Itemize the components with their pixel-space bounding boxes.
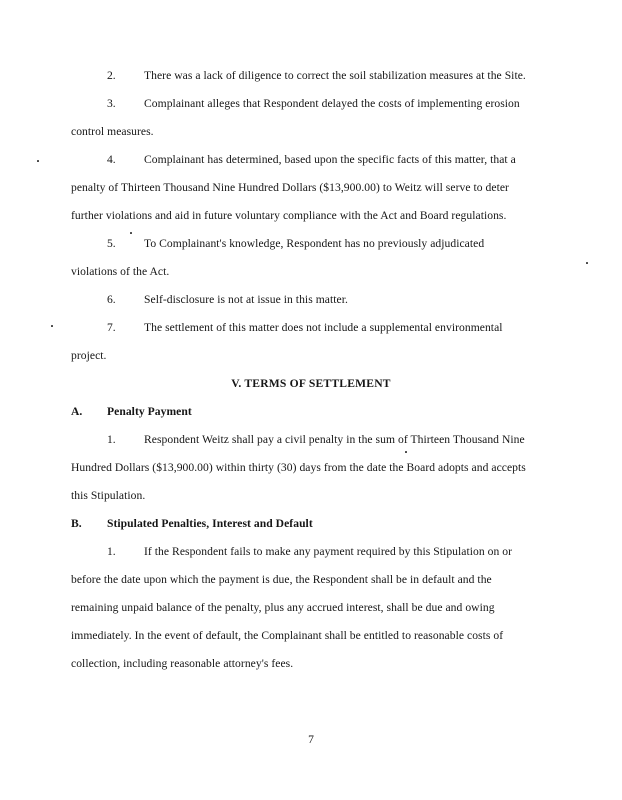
paragraph-line: penalty of Thirteen Thousand Nine Hundred Dollars ($13,900.00) to Weitz will serve to deter — [71, 181, 509, 194]
paragraph-line: The settlement of this matter does not include a supplemental environmental — [144, 321, 503, 334]
paragraph-line: this Stipulation. — [71, 489, 146, 502]
paragraph-line: immediately. In the event of default, the Complainant shall be entitled to reasonable costs of — [71, 629, 504, 642]
paragraph-number: 1. — [107, 433, 116, 446]
page-number: 7 — [308, 733, 314, 746]
paragraph-line: remaining unpaid balance of the penalty, plus any accrued interest, shall be due and owing — [71, 601, 495, 614]
paragraph-number: 2. — [107, 69, 116, 82]
paragraph-line: Self-disclosure is not at issue in this matter. — [144, 293, 348, 306]
paragraph-number: 4. — [107, 153, 116, 166]
paragraph-number: 1. — [107, 545, 116, 558]
paragraph-number: 3. — [107, 97, 116, 110]
scan-speck — [405, 451, 407, 453]
subsection-letter: A. — [71, 405, 83, 418]
scan-speck — [37, 160, 39, 162]
subsection-title: Stipulated Penalties, Interest and Default — [107, 517, 313, 530]
scan-speck — [586, 262, 588, 264]
paragraph-line: Hundred Dollars ($13,900.00) within thirty (30) days from the date the Board adopts and accepts — [71, 461, 526, 474]
scan-speck — [51, 325, 53, 327]
paragraph-line: Respondent Weitz shall pay a civil penalty in the sum of Thirteen Thousand Nine — [144, 433, 525, 446]
subsection-title: Penalty Payment — [107, 405, 192, 418]
paragraph-line: violations of the Act. — [71, 265, 170, 278]
subsection-letter: B. — [71, 517, 82, 530]
paragraph-line: further violations and aid in future voluntary compliance with the Act and Board regulations. — [71, 209, 507, 222]
paragraph-line: Complainant alleges that Respondent delayed the costs of implementing erosion — [144, 97, 520, 110]
scan-speck — [130, 232, 132, 234]
paragraph-line: collection, including reasonable attorney's fees. — [71, 657, 294, 670]
paragraph-number: 6. — [107, 293, 116, 306]
paragraph-line: To Complainant's knowledge, Respondent has no previously adjudicated — [144, 237, 485, 250]
paragraph-number: 7. — [107, 321, 116, 334]
paragraph-line: If the Respondent fails to make any payment required by this Stipulation on or — [144, 545, 513, 558]
paragraph-line: project. — [71, 349, 107, 362]
paragraph-line: before the date upon which the payment is due, the Respondent shall be in default and the — [71, 573, 492, 586]
paragraph-line: control measures. — [71, 125, 154, 138]
paragraph-line: Complainant has determined, based upon the specific facts of this matter, that a — [144, 153, 516, 166]
section-heading: V. TERMS OF SETTLEMENT — [231, 377, 391, 390]
paragraph-line: There was a lack of diligence to correct the soil stabilization measures at the Site. — [144, 69, 526, 82]
paragraph-number: 5. — [107, 237, 116, 250]
